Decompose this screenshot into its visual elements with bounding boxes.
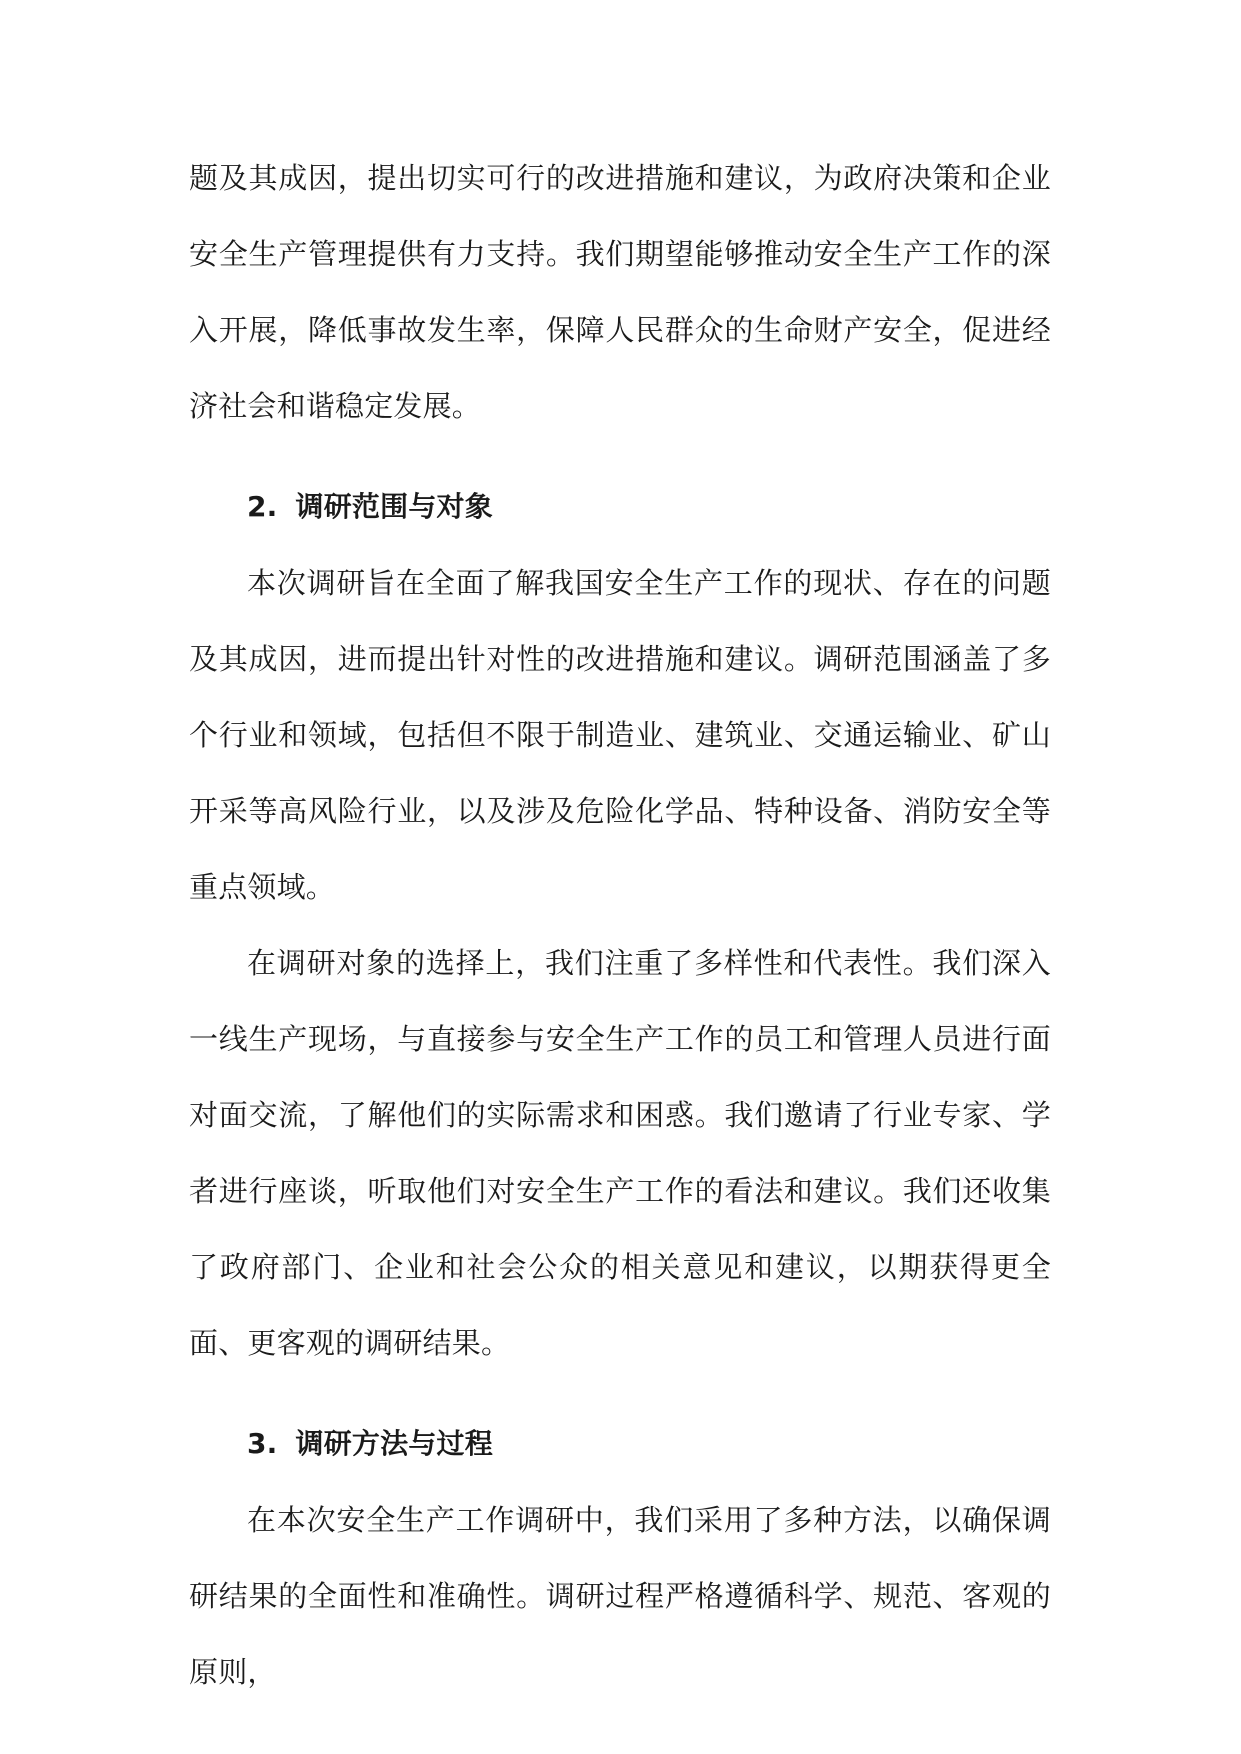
section-2-paragraph-1: 本次调研旨在全面了解我国安全生产工作的现状、存在的问题及其成因，进而提出针对性的改进措施和建议。调研范围涵盖了多个行业和领域，包括但不限于制造业、建筑业、交通运输业、矿山开采等高风险行业，以及涉及危险化学品、特种设备、消防安全等重点领域。 bbox=[189, 566, 1051, 904]
section-gap bbox=[189, 1381, 1051, 1406]
section-3-paragraph-1: 在本次安全生产工作调研中，我们采用了多种方法，以确保调研结果的全面性和准确性。调研过程严格遵循科学、规范、客观的原则， bbox=[189, 1503, 1051, 1689]
section-gap bbox=[189, 444, 1051, 469]
section-2-heading bbox=[189, 469, 1051, 545]
section-3-heading bbox=[189, 1406, 1051, 1482]
section-2-title: 调研范围与对象 bbox=[295, 490, 493, 523]
section-3-number: 3. bbox=[247, 1427, 278, 1460]
section-3-title: 调研方法与过程 bbox=[295, 1427, 493, 1460]
section-2-number: 2. bbox=[247, 490, 278, 523]
section-2-paragraph-2: 在调研对象的选择上，我们注重了多样性和代表性。我们深入一线生产现场，与直接参与安全生产工作的员工和管理人员进行面对面交流，了解他们的实际需求和困惑。我们邀请了行业专家、学者进行座谈，听取他们对安全生产工作的看法和建议。我们还收集了政府部门、企业和社会公众的相关意见和建议，以期获得更全面、更客观的调研结果。 bbox=[189, 946, 1051, 1360]
document-body bbox=[189, 140, 1051, 1710]
intro-paragraph-continued: 题及其成因，提出切实可行的改进措施和建议，为政府决策和企业安全生产管理提供有力支持。我们期望能够推动安全生产工作的深入开展，降低事故发生率，保障人民群众的生命财产安全，促进经济社会和谐稳定发展。 bbox=[189, 161, 1051, 423]
